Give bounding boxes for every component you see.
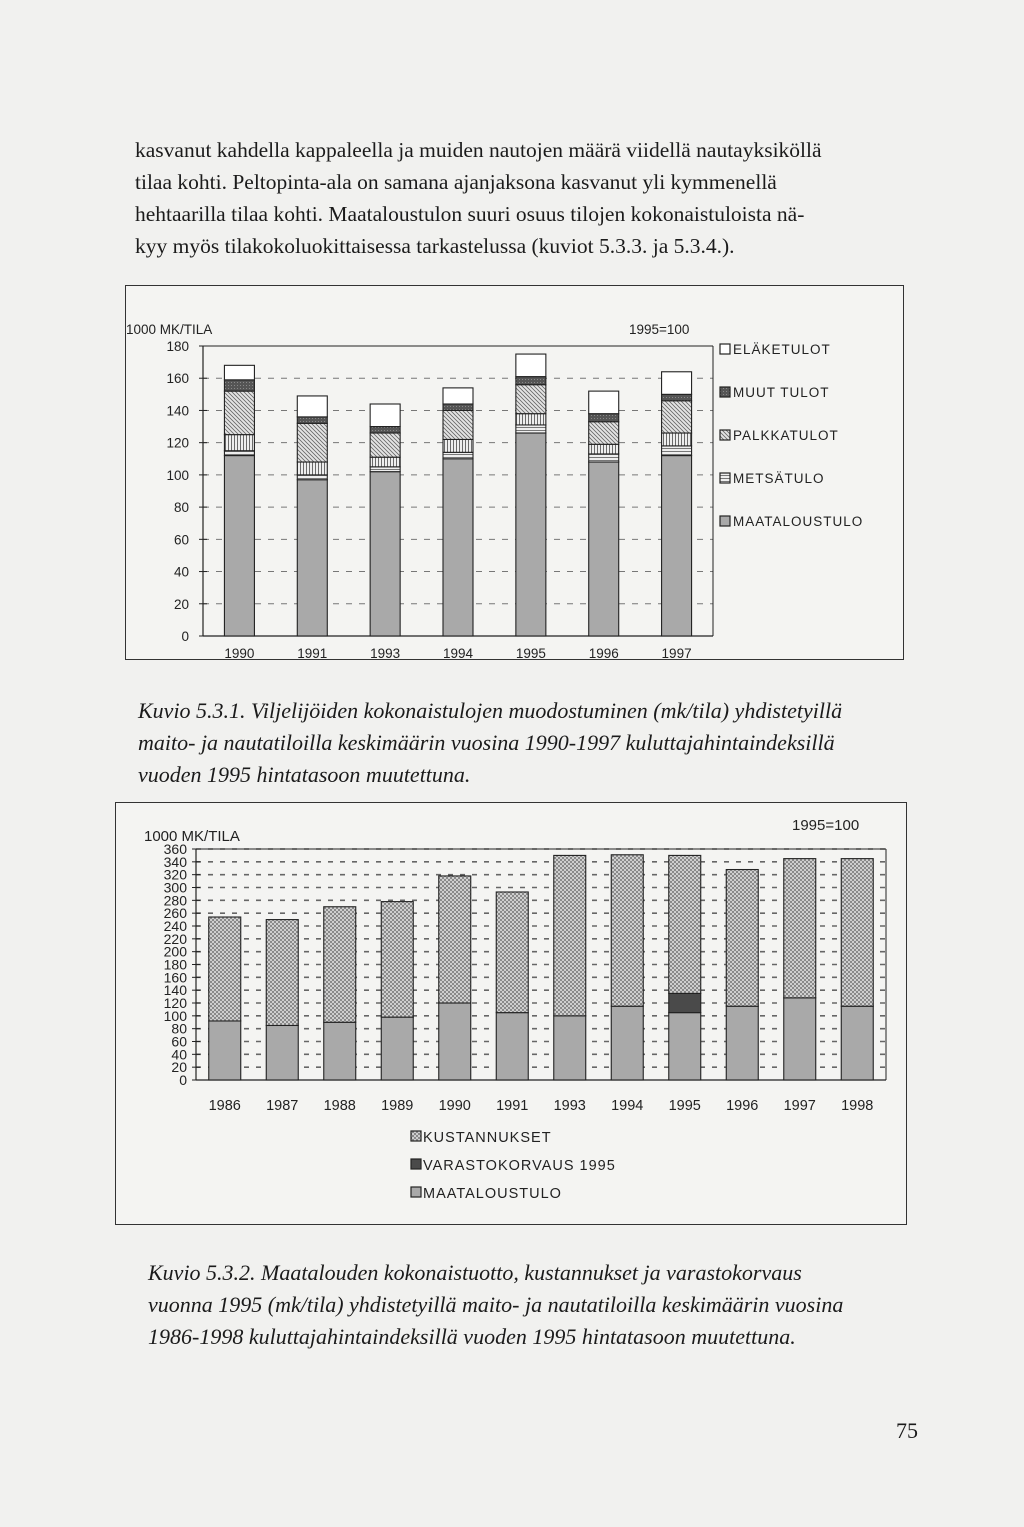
bar-metsatulo-1990 <box>224 451 254 456</box>
bar-kustannukset-1989 <box>381 902 413 1018</box>
bar-maataloustulo-1989 <box>381 1017 413 1080</box>
caption-1-line-3: vuoden 1995 hintatasoon muutettuna. <box>138 762 471 787</box>
bar-elaketulot-1990 <box>224 380 254 391</box>
caption-2-line-3: 1986-1998 kuluttajahintaindeksillä vuoden 1995 hintatasoon muutettuna. <box>148 1324 796 1349</box>
y-tick-label: 260 <box>163 905 187 922</box>
y-tick-label: 360 <box>163 841 187 857</box>
y-tick-label: 120 <box>166 435 189 451</box>
x-tick-label: 1996 <box>588 646 619 659</box>
bar-metsatulo-1994 <box>443 452 473 458</box>
bar-kustannukset-1996 <box>726 870 758 1007</box>
bar-top-segment-1995 <box>516 354 546 377</box>
y-tick-label: 160 <box>166 371 189 387</box>
x-tick-label: 1988 <box>323 1098 356 1114</box>
y-tick-label: 20 <box>173 596 189 612</box>
bar-top-segment-1990 <box>224 365 254 380</box>
x-tick-label: 1995 <box>668 1098 701 1114</box>
legend-maataloustulo-swatch <box>411 1187 421 1197</box>
bar-maataloustulo-1995 <box>516 433 546 636</box>
y-axis-label: 1000 MK/TILA <box>126 322 213 337</box>
y-tick-label: 220 <box>163 930 187 947</box>
x-tick-label: 1991 <box>297 646 328 659</box>
bar-top-segment-1991 <box>297 396 327 417</box>
y-tick-label: 20 <box>171 1059 187 1076</box>
caption-1-line-1: Kuvio 5.3.1. Viljelijöiden kokonaistulojen muodostuminen (mk/tila) yhdistetyillä <box>138 698 843 723</box>
bar-elaketulot-1996 <box>589 414 619 422</box>
y-tick-label: 180 <box>166 339 189 354</box>
body-line-2: tilaa kohti. Peltopinta-ala on samana ajanjaksona kasvanut yli kymmenellä <box>135 170 777 194</box>
x-tick-label: 1997 <box>783 1098 816 1114</box>
y-tick-label: 140 <box>166 403 189 419</box>
y-tick-label: 120 <box>163 995 187 1011</box>
bar-kustannukset-1991 <box>496 892 528 1013</box>
y-tick-label: 40 <box>171 1046 187 1063</box>
body-line-1: kasvanut kahdella kappaleella ja muiden nautojen määrä viidellä nautayksiköllä <box>135 138 822 162</box>
x-tick-label: 1989 <box>381 1098 414 1114</box>
x-tick-label: 1991 <box>496 1098 529 1114</box>
bar-top-segment-1994 <box>443 388 473 404</box>
bar-palkkatulot-1994 <box>443 439 473 452</box>
bar-maataloustulo-1986 <box>209 1021 241 1080</box>
legend-kustannukset-swatch <box>411 1131 421 1141</box>
y-tick-label: 160 <box>163 969 187 986</box>
legend-elaketulot-swatch <box>720 344 730 354</box>
bar-elaketulot-1995 <box>516 377 546 385</box>
legend-metsatulo-swatch <box>720 473 730 483</box>
legend-maataloustulo: MAATALOUSTULO <box>733 514 864 529</box>
body-line-4: kyy myös tilakokoluokittaisessa tarkastelussa (kuviot 5.3.3. ja 5.3.4.). <box>135 234 735 258</box>
x-tick-label: 1994 <box>442 646 474 659</box>
y-tick-label: 80 <box>173 500 189 516</box>
x-tick-label: 1986 <box>208 1098 241 1114</box>
legend-maataloustulo: MAATALOUSTULO <box>423 1186 562 1202</box>
legend-kustannukset: KUSTANNUKSET <box>423 1130 552 1146</box>
bar-muut-tulot-1990 <box>224 391 254 435</box>
caption-2-line-1: Kuvio 5.3.2. Maatalouden kokonaistuotto, kustannukset ja varastokorvaus <box>148 1260 802 1285</box>
x-tick-label: 1998 <box>841 1098 874 1114</box>
bar-top-segment-1996 <box>589 391 619 414</box>
bar-maataloustulo-1996 <box>726 1006 758 1080</box>
bar-kustannukset-1990 <box>439 876 471 1003</box>
x-tick-label: 1997 <box>661 646 692 659</box>
body-line-3: hehtaarilla tilaa kohti. Maataloustulon suuri osuus tilojen kokonaistuloista nä- <box>135 202 805 226</box>
output-chart-box <box>115 802 907 1225</box>
bar-elaketulot-1993 <box>370 427 400 433</box>
legend-varastokorvaus-1995-swatch <box>411 1159 421 1169</box>
y-tick-label: 320 <box>163 866 187 883</box>
page-number: 75 <box>896 1418 918 1443</box>
bar-top-segment-1993 <box>370 404 400 427</box>
bar-maataloustulo-1991 <box>496 1013 528 1080</box>
bar-metsatulo-1993 <box>370 467 400 472</box>
bar-metsatulo-1995 <box>516 425 546 433</box>
bar-maataloustulo-1990 <box>224 456 254 636</box>
legend-elaketulot: ELÄKETULOT <box>733 342 831 357</box>
bar-varastokorvaus-1995-1995 <box>669 993 701 1012</box>
bar-muut-tulot-1995 <box>516 385 546 414</box>
bar-muut-tulot-1997 <box>662 401 692 433</box>
y-tick-label: 60 <box>171 1033 187 1050</box>
caption-1-line-2: maito- ja nautatiloilla keskimäärin vuosina 1990-1997 kuluttajahintaindeksillä <box>138 730 835 755</box>
y-tick-label: 100 <box>163 1007 187 1024</box>
income-chart <box>126 286 903 659</box>
bar-maataloustulo-1993 <box>370 472 400 636</box>
bar-metsatulo-1996 <box>589 454 619 462</box>
y-axis-label: 1000 MK/TILA <box>144 828 240 845</box>
bar-palkkatulot-1990 <box>224 435 254 451</box>
bar-muut-tulot-1993 <box>370 433 400 457</box>
y-tick-label: 300 <box>163 879 187 896</box>
bar-palkkatulot-1997 <box>662 433 692 446</box>
bar-top-segment-1997 <box>662 372 692 395</box>
bar-maataloustulo-1988 <box>324 1022 356 1080</box>
bar-palkkatulot-1995 <box>516 414 546 425</box>
bar-maataloustulo-1994 <box>443 459 473 636</box>
bar-palkkatulot-1991 <box>297 462 327 475</box>
bar-muut-tulot-1994 <box>443 410 473 439</box>
bar-palkkatulot-1996 <box>589 444 619 454</box>
legend-metsatulo: METSÄTULO <box>733 471 825 486</box>
bar-muut-tulot-1996 <box>589 422 619 445</box>
bar-kustannukset-1988 <box>324 907 356 1023</box>
bar-elaketulot-1991 <box>297 417 327 423</box>
bar-kustannukset-1987 <box>266 920 298 1026</box>
bar-kustannukset-1986 <box>209 917 241 1021</box>
bar-maataloustulo-1994 <box>611 1006 643 1080</box>
x-tick-label: 1990 <box>224 646 255 659</box>
bar-metsatulo-1991 <box>297 475 327 480</box>
y-tick-label: 240 <box>163 918 187 934</box>
legend-muut-tulot-swatch <box>720 387 730 397</box>
bar-maataloustulo-1996 <box>589 462 619 636</box>
bar-maataloustulo-1997 <box>662 456 692 636</box>
y-tick-label: 40 <box>173 564 189 580</box>
figure-2-caption <box>148 1257 938 1353</box>
y-tick-label: 80 <box>171 1020 187 1037</box>
x-tick-label: 1993 <box>370 646 401 659</box>
legend-palkkatulot: PALKKATULOT <box>733 428 839 443</box>
y-tick-label: 140 <box>163 982 187 999</box>
x-tick-label: 1996 <box>726 1098 759 1114</box>
bar-maataloustulo-1995 <box>669 1013 701 1080</box>
y-tick-label: 340 <box>163 853 187 870</box>
bar-muut-tulot-1991 <box>297 423 327 462</box>
y-tick-label: 280 <box>163 892 187 909</box>
body-paragraph <box>135 134 905 262</box>
legend-muut-tulot: MUUT TULOT <box>733 385 830 400</box>
y-tick-label: 100 <box>166 467 189 483</box>
bar-maataloustulo-1987 <box>266 1025 298 1080</box>
y-tick-label: 60 <box>173 532 189 548</box>
index-note: 1995=100 <box>792 817 860 834</box>
caption-2-line-2: vuonna 1995 (mk/tila) yhdistetyillä maito- ja nautatiloilla keskimäärin vuosina <box>148 1292 844 1317</box>
legend-varastokorvaus-1995: VARASTOKORVAUS 1995 <box>423 1158 616 1174</box>
bar-kustannukset-1998 <box>841 859 873 1007</box>
y-tick-label: 0 <box>179 1072 187 1088</box>
bar-elaketulot-1997 <box>662 394 692 400</box>
income-chart-box <box>125 285 904 660</box>
bar-metsatulo-1997 <box>662 446 692 456</box>
x-tick-label: 1994 <box>611 1098 644 1114</box>
legend-maataloustulo-swatch <box>720 516 730 526</box>
bar-maataloustulo-1990 <box>439 1003 471 1080</box>
x-tick-label: 1990 <box>438 1098 471 1114</box>
y-tick-label: 0 <box>181 629 189 644</box>
legend-palkkatulot-swatch <box>720 430 730 440</box>
figure-1-caption <box>138 695 928 791</box>
bar-maataloustulo-1997 <box>784 998 816 1080</box>
bar-maataloustulo-1993 <box>554 1016 586 1080</box>
bar-palkkatulot-1993 <box>370 457 400 467</box>
bar-kustannukset-1993 <box>554 855 586 1015</box>
y-tick-label: 180 <box>163 956 187 973</box>
bar-maataloustulo-1991 <box>297 480 327 636</box>
index-note: 1995=100 <box>629 322 690 337</box>
bar-kustannukset-1994 <box>611 855 643 1006</box>
y-tick-label: 200 <box>163 943 187 960</box>
bar-maataloustulo-1998 <box>841 1006 873 1080</box>
bar-kustannukset-1995 <box>669 855 701 993</box>
bar-elaketulot-1994 <box>443 404 473 410</box>
x-tick-label: 1987 <box>266 1098 299 1114</box>
output-chart <box>116 803 906 1224</box>
x-tick-label: 1993 <box>553 1098 586 1114</box>
bar-kustannukset-1997 <box>784 859 816 998</box>
x-tick-label: 1995 <box>515 646 546 659</box>
